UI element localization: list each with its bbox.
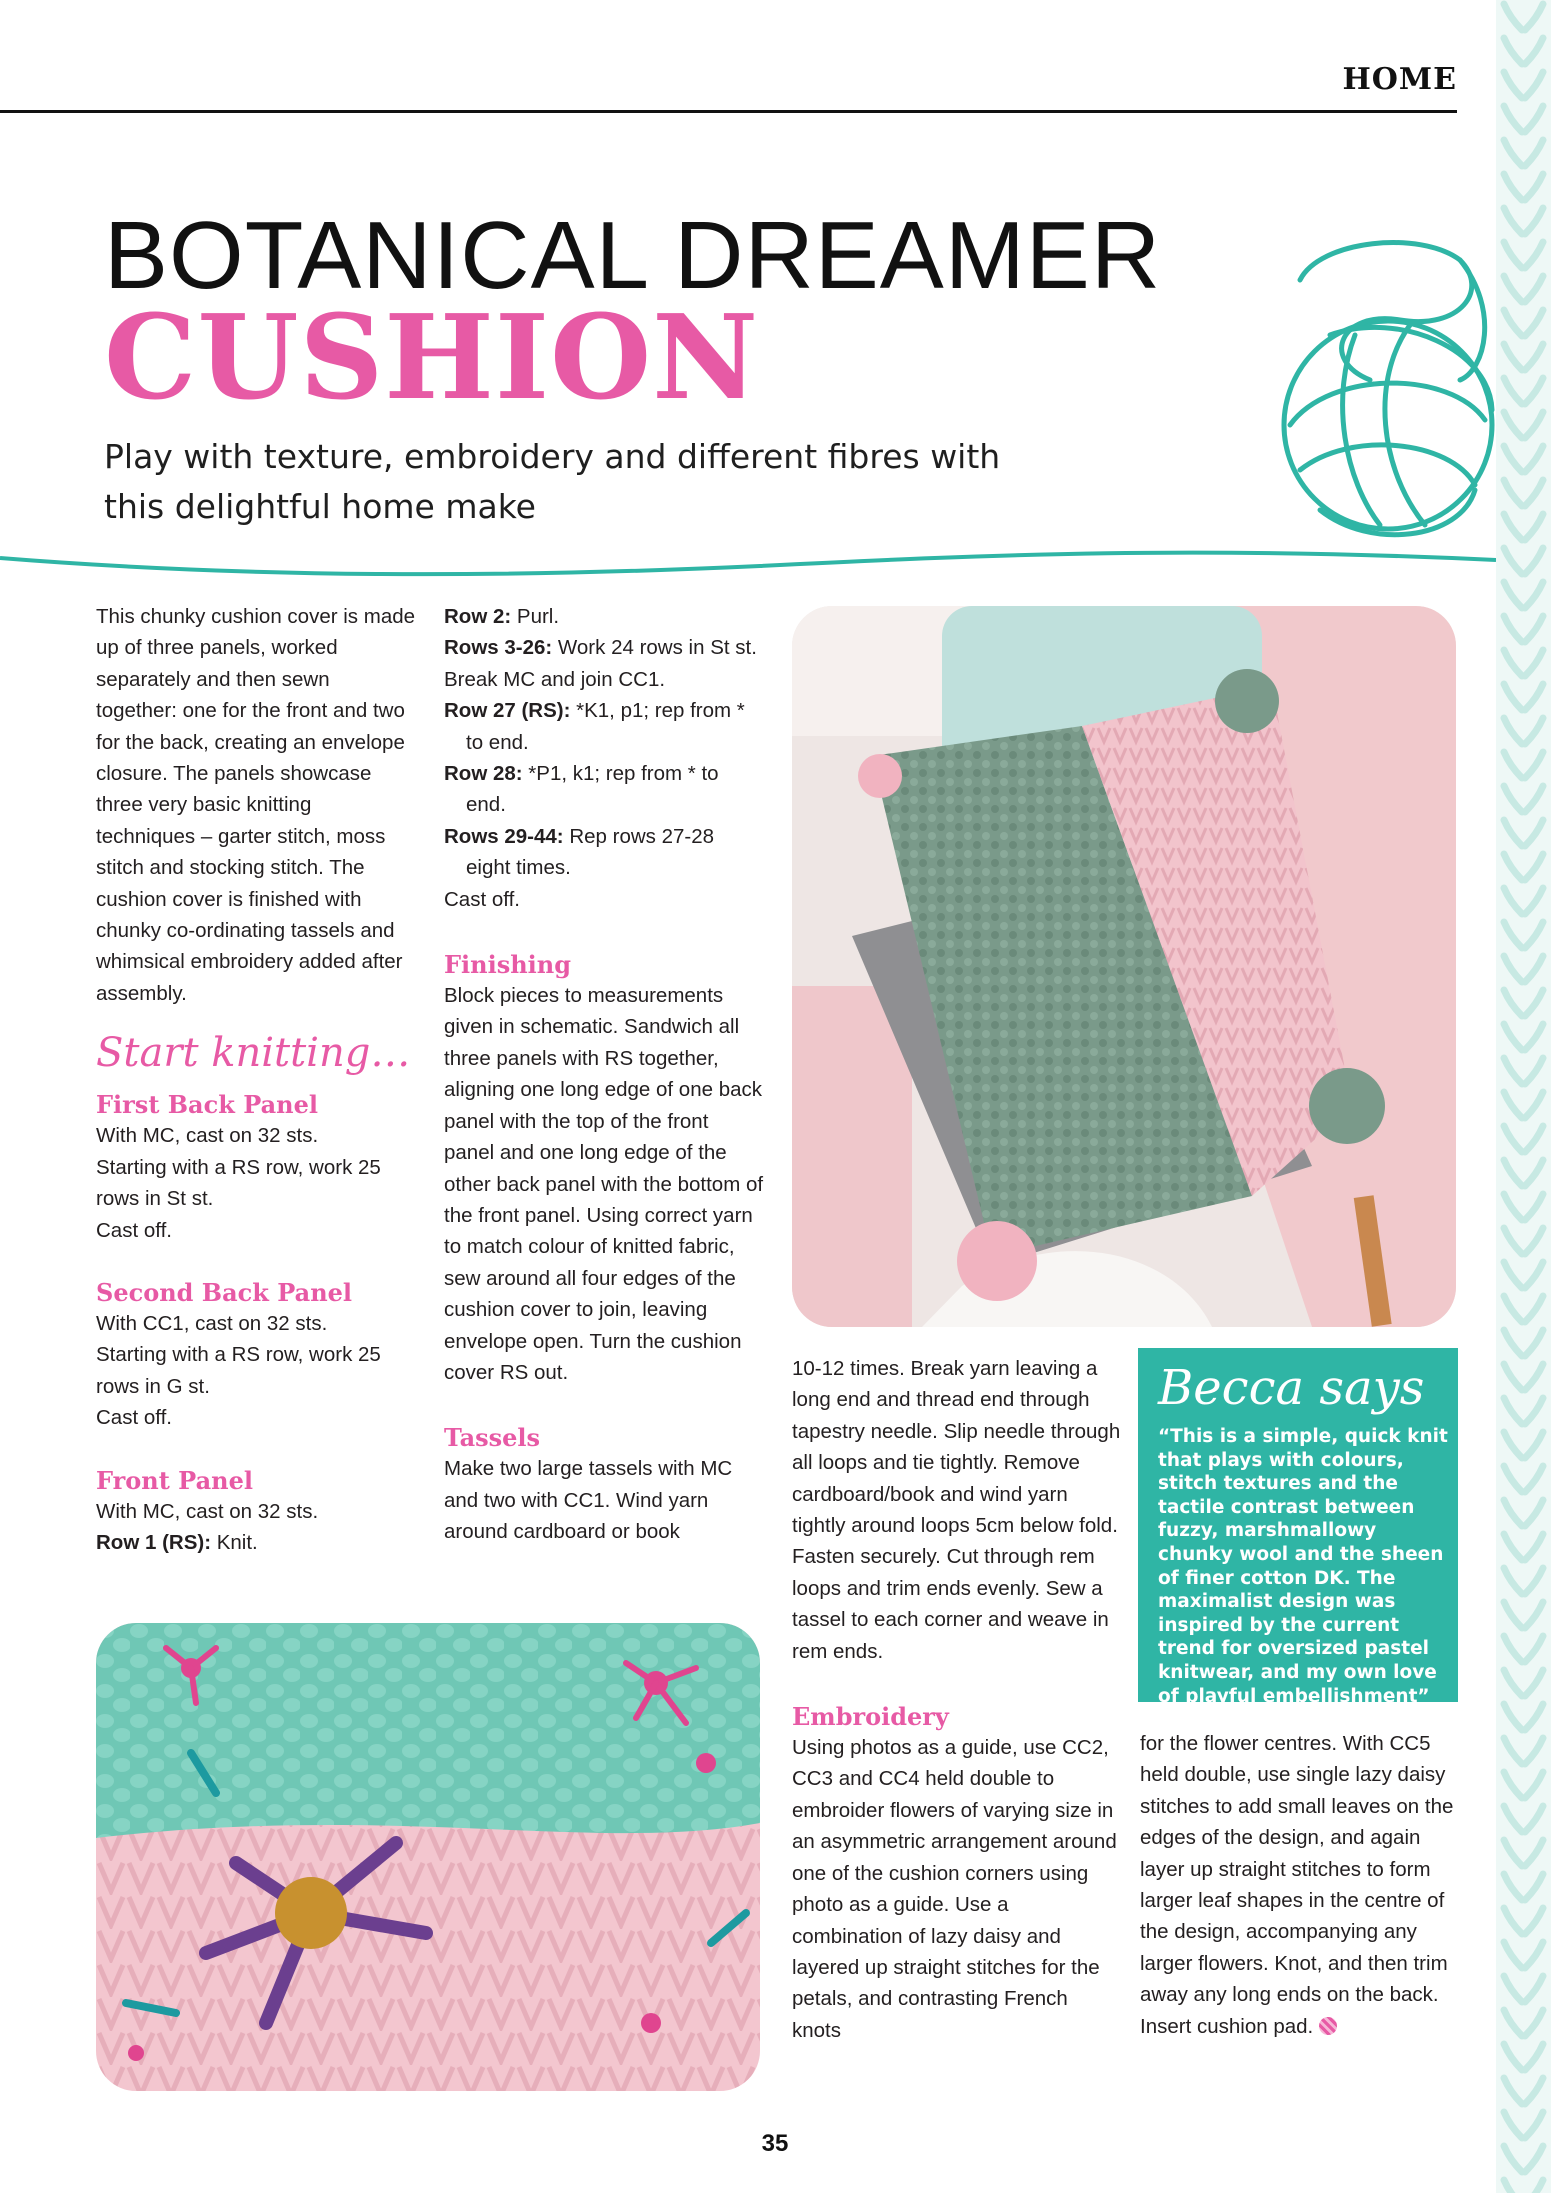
quote-box [1138, 1348, 1458, 1707]
page-subtitle: Play with texture, embroidery and different fibres with this delightful home make [104, 437, 1001, 526]
row-text: Rep rows 27-28 eight times. [466, 824, 715, 880]
wavy-divider [0, 540, 1496, 580]
text-column-4 [1140, 1728, 1460, 2042]
text-column-3 [792, 1353, 1122, 2046]
row-instruction [444, 758, 764, 821]
first-back-line: Starting with a RS row, work 25 rows in St st. [96, 1155, 381, 1211]
row-text: Purl. [511, 605, 560, 628]
knit-border-strip [1496, 0, 1551, 2193]
row-instruction [96, 1527, 416, 1558]
row-text: *K1, p1; rep from * to end. [466, 699, 745, 754]
row-instruction [444, 632, 764, 663]
page-number: 35 [761, 2130, 789, 2157]
tassels-text: Make two large tassels with MC and two with CC1. Wind yarn around cardboard or book [444, 1457, 733, 1544]
row-label: Row 28: [444, 762, 523, 786]
row-label: Row 27 (RS): [444, 699, 571, 723]
finishing-text: Block pieces to measurements given in schematic. Sandwich all three panels with RS together, aligning one long edge of one back panel with the top of the front panel and one long edge of the other back panel with the bottom of the front panel. Using correct yarn to match colour of knitted fabric, sew around all four edges of the cushion cover to join, leaving envelope open. Turn the cushion cover RS out. [444, 984, 764, 1384]
embroidery-continued: for the flower centres. With CC5 held double, use single lazy daisy stitches to add small leaves on the edges of the design, and again layer up straight stitches to form larger leaf shapes in the centre of the design, accompanying any larger flowers. Knot, and then trim away any long ends on the back. Insert cushion pad. [1140, 1732, 1454, 2038]
quote-text: “This is a simple, quick knit that plays with colours, stitch textures and the tactile contrast between fuzzy, marshmallowy chunky wool and the sheen of finer cotton DK. The maximalist design was inspired by the current trend for oversized pastel knitwear, and my own love of playful embellishment” [1158, 1426, 1448, 1707]
row-instruction: Cast off. [444, 887, 520, 911]
row-label: Rows 3-26: [444, 636, 553, 660]
embroidery-text-continued [1140, 1728, 1460, 2042]
row-label: Rows 29-44: [444, 824, 564, 848]
start-knitting-heading: Start knitting… [96, 1030, 411, 1077]
row-instruction [444, 821, 764, 884]
embroidery-photo [96, 1623, 760, 2091]
row-instruction: Break MC and join CC1. [444, 667, 666, 691]
first-back-panel-heading: First Back Panel [96, 1090, 318, 1120]
second-back-line: With CC1, cast on 32 sts. [96, 1311, 328, 1335]
section-label: HOME [1342, 62, 1457, 97]
cushion-photo [792, 606, 1456, 1327]
text-column-2 [444, 601, 764, 1548]
embroidery-heading: Embroidery [792, 1702, 949, 1732]
row-label: Row 2: [444, 605, 512, 628]
second-back-line: Cast off. [96, 1406, 172, 1430]
cushion-illustration [792, 606, 1456, 1327]
embroidery-text: Using photos as a guide, use CC2, CC3 and CC4 held double to embroider flowers of varying size in an asymmetric arrangement around one of the cushion corners using photo as a guide. Use a combination of lazy daisy and layered up straight stitches for the petals, and contrasting French knots [792, 1736, 1117, 2042]
tassels-heading: Tassels [444, 1423, 541, 1453]
page-title-highlight: CUSHION [104, 290, 760, 426]
row-text: *P1, k1; rep from * to end. [466, 762, 719, 817]
intro-paragraph: This chunky cushion cover is made up of three panels, worked separately and then sewn together: one for the front and two for the back, creating an envelope closure. The panels showcase three very basic knitting techniques – garter stitch, moss stitch and stocking stitch. The cushion cover is finished with chunky co-ordinating tassels and whimsical embroidery added after assembly. [96, 605, 416, 1005]
second-back-line: Starting with a RS row, work 25 rows in G st. [96, 1343, 381, 1398]
text-column-1 [96, 601, 416, 1558]
row-instruction [444, 695, 764, 758]
knit-stitch-pattern [1496, 0, 1551, 2193]
yarn-end-icon [1319, 2017, 1337, 2035]
row-instruction [444, 601, 764, 632]
embroidery-illustration [96, 1623, 760, 2091]
page-title: BOTANICAL DREAMER [104, 202, 1162, 309]
tassels-text-continued: 10-12 times. Break yarn leaving a long end and thread end through tapestry needle. Slip needle through all loops and tie tightly. Remove cardboard/book and wind yarn tightly around loops 5cm below fold. Fasten securely. Cut through rem loops and trim ends evenly. Sew a tassel to each corner and weave in rem ends. [792, 1357, 1121, 1663]
row-text: Work 24 rows in St st. [552, 636, 757, 660]
header-rule [0, 110, 1457, 113]
front-panel-heading: Front Panel [96, 1465, 253, 1495]
second-back-panel-heading: Second Back Panel [96, 1277, 353, 1307]
front-panel-line: With MC, cast on 32 sts. [96, 1499, 319, 1523]
quote-title: Becca says [1158, 1360, 1425, 1416]
finishing-heading: Finishing [444, 950, 572, 980]
first-back-line: With MC, cast on 32 sts. [96, 1124, 319, 1148]
first-back-line: Cast off. [96, 1218, 172, 1242]
row-text: Knit. [211, 1530, 258, 1554]
row-label: Row 1 (RS): [96, 1530, 212, 1554]
